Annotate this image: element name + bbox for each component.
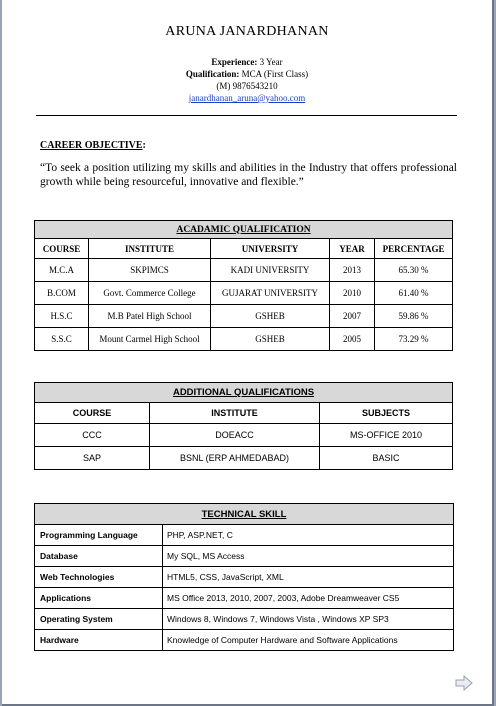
skill-value: Knowledge of Computer Hardware and Software Applications (163, 630, 454, 651)
skill-value: MS Office 2013, 2010, 2007, 2003, Adobe Dreamweaver CS5 (163, 588, 454, 609)
table-row (35, 282, 453, 305)
objective-text: “To seek a position utilizing my skills and abilities in the Industry that offers professional growth while being resourceful, innovative and flexible.” (40, 162, 457, 188)
technical-caption: TECHNICAL SKILL (35, 504, 454, 525)
academic-header-row (35, 239, 453, 259)
table-cell: SKPIMCS (89, 259, 211, 282)
table-cell: S.S.C (35, 328, 89, 351)
academic-header: COURSE (35, 239, 89, 259)
table-cell: 2010 (330, 282, 375, 305)
experience-line (2, 56, 492, 68)
table-row (35, 447, 453, 470)
table-cell: KADI UNIVERSITY (211, 259, 330, 282)
table-cell: H.S.C (35, 305, 89, 328)
additional-header-row (35, 403, 453, 424)
objective-heading-text: CAREER OBJECTIVE (40, 140, 143, 151)
phone-number: (M) 9876543210 (216, 81, 278, 91)
objective-heading (40, 140, 146, 151)
table-cell: GSHEB (211, 328, 330, 351)
table-cell: 65.30 % (375, 259, 453, 282)
skill-label: Operating System (35, 609, 163, 630)
additional-header: SUBJECTS (320, 403, 453, 424)
table-cell: 59.86 % (375, 305, 453, 328)
table-cell: BSNL (ERP AHMEDABAD) (150, 447, 320, 470)
table-row (35, 424, 453, 447)
table-row (35, 609, 454, 630)
table-cell: MS-OFFICE 2010 (320, 424, 453, 447)
objective-colon: : (142, 140, 146, 151)
skill-label: Applications (35, 588, 163, 609)
table-cell: 73.29 % (375, 328, 453, 351)
academic-header: YEAR (330, 239, 375, 259)
contact-info (2, 56, 492, 104)
academic-table (34, 220, 453, 351)
table-cell: GSHEB (211, 305, 330, 328)
table-cell: 2007 (330, 305, 375, 328)
skill-value: My SQL, MS Access (163, 546, 454, 567)
academic-header: PERCENTAGE (375, 239, 453, 259)
additional-header: COURSE (35, 403, 150, 424)
qualification-line (2, 68, 492, 80)
additional-caption: ADDITIONAL QUALIFICATIONS (35, 383, 453, 403)
additional-table (34, 382, 453, 470)
table-cell: M.C.A (35, 259, 89, 282)
academic-header: INSTITUTE (89, 239, 211, 259)
skill-label: Hardware (35, 630, 163, 651)
skill-label: Web Technologies (35, 567, 163, 588)
skill-value: PHP, ASP.NET, C (163, 525, 454, 546)
table-row (35, 546, 454, 567)
table-cell: CCC (35, 424, 150, 447)
arrow-right-icon[interactable] (454, 674, 474, 692)
additional-header: INSTITUTE (150, 403, 320, 424)
table-cell: 61.40 % (375, 282, 453, 305)
qualification-value: MCA (First Class) (241, 69, 309, 79)
experience-value: 3 Year (259, 57, 283, 67)
table-row (35, 567, 454, 588)
table-cell: Mount Carmel High School (89, 328, 211, 351)
document-page (2, 0, 494, 706)
experience-label: Experience: (211, 57, 258, 67)
table-row (35, 588, 454, 609)
table-cell: Govt. Commerce College (89, 282, 211, 305)
table-cell: 2005 (330, 328, 375, 351)
table-row (35, 525, 454, 546)
email-link[interactable]: janardhanan_aruna@yahoo.com (188, 93, 306, 103)
academic-caption: ACADAMIC QUALIFICATION (35, 221, 453, 239)
candidate-name: ARUNA JANARDHANAN (165, 24, 329, 39)
table-row (35, 630, 454, 651)
table-cell: BASIC (320, 447, 453, 470)
qualification-label: Qualification: (185, 69, 240, 79)
skill-label: Database (35, 546, 163, 567)
table-row (35, 259, 453, 282)
skill-label: Programming Language (35, 525, 163, 546)
table-row (35, 328, 453, 351)
table-row (35, 305, 453, 328)
table-cell: DOEACC (150, 424, 320, 447)
table-cell: M.B Patel High School (89, 305, 211, 328)
table-cell: B.COM (35, 282, 89, 305)
technical-table (34, 503, 454, 651)
table-cell: 2013 (330, 259, 375, 282)
header-divider (36, 115, 457, 116)
table-cell: SAP (35, 447, 150, 470)
skill-value: Windows 8, Windows 7, Windows Vista , Windows XP SP3 (163, 609, 454, 630)
table-cell: GUJARAT UNIVERSITY (211, 282, 330, 305)
skill-value: HTML5, CSS, JavaScript, XML (163, 567, 454, 588)
academic-header: UNIVERSITY (211, 239, 330, 259)
